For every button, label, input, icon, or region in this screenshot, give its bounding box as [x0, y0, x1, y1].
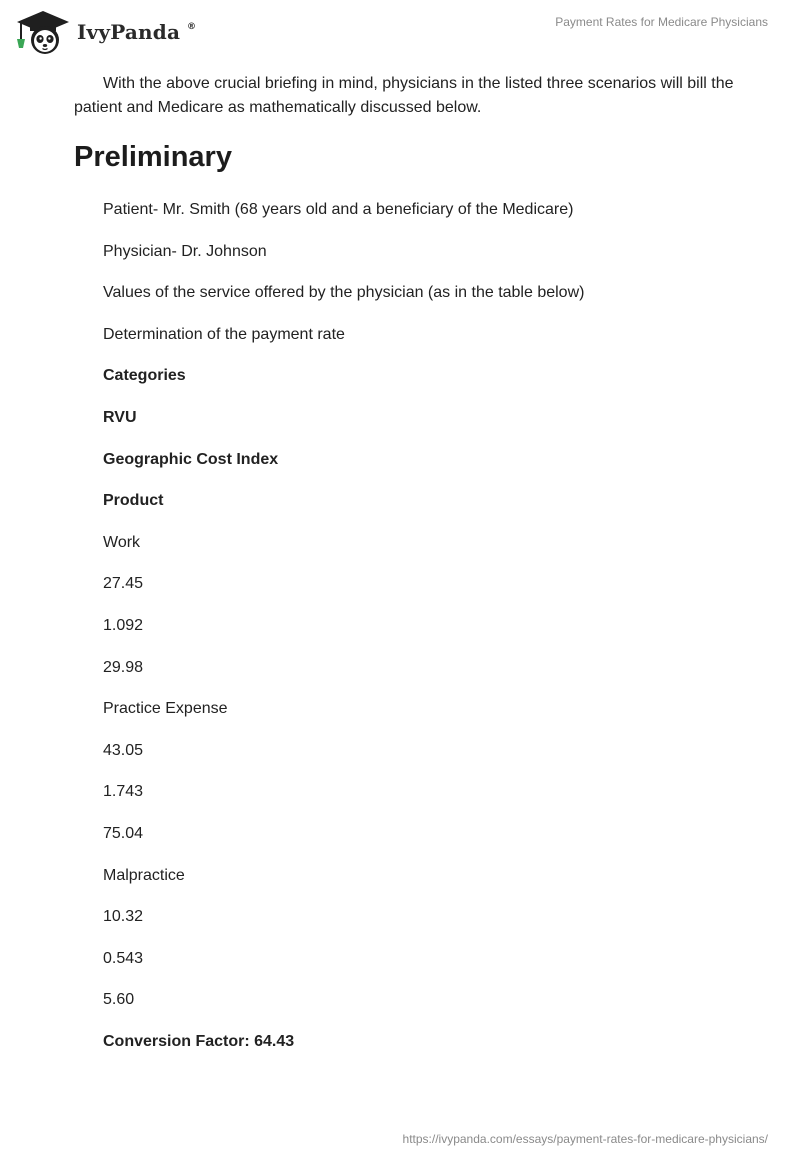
section-line: 27.45 — [103, 575, 144, 593]
ivypanda-logo[interactable] — [13, 8, 203, 56]
section-heading-line: RVU — [103, 409, 137, 426]
section-line: 1.743 — [103, 783, 144, 801]
section-line: Physician- Dr. Johnson — [103, 242, 267, 260]
section-line: 10.32 — [103, 908, 144, 926]
intro-paragraph: With the above crucial briefing in mind, physicians in the listed three scenarios will bill the patient and Medicare as mathematically discussed below. — [74, 75, 734, 116]
page-header — [0, 0, 800, 60]
source-url[interactable]: https://ivypanda.com/essays/payment-rates-for-medicare-physicians/ — [402, 1132, 768, 1146]
section-line: Practice Expense — [103, 700, 228, 718]
brand-name: IvyPanda — [77, 20, 181, 44]
section-line: 5.60 — [103, 991, 135, 1009]
running-title: Payment Rates for Medicare Physicians — [555, 15, 768, 29]
section-line: Determination of the payment rate — [103, 325, 345, 343]
section-line: Values of the service offered by the physician (as in the table below) — [103, 284, 585, 302]
section-line: 29.98 — [103, 658, 144, 676]
section-title: Preliminary — [74, 141, 232, 173]
section-heading-line: Conversion Factor: 64.43 — [103, 1033, 295, 1050]
section-line: Work — [103, 533, 141, 551]
registered-mark: ® — [187, 22, 196, 32]
panda-graduation-cap-icon — [13, 8, 73, 56]
section-line: Malpractice — [103, 866, 185, 884]
section-line: 0.543 — [103, 949, 144, 967]
section-heading-line: Geographic Cost Index — [103, 450, 279, 468]
section-line: 43.05 — [103, 741, 144, 759]
section-line: 1.092 — [103, 617, 144, 634]
section-heading-line: Product — [103, 492, 164, 510]
section-line: 75.04 — [103, 825, 144, 842]
section-heading-line: Categories — [103, 367, 186, 385]
section-line: Patient- Mr. Smith (68 years old and a beneficiary of the Medicare) — [103, 201, 574, 218]
